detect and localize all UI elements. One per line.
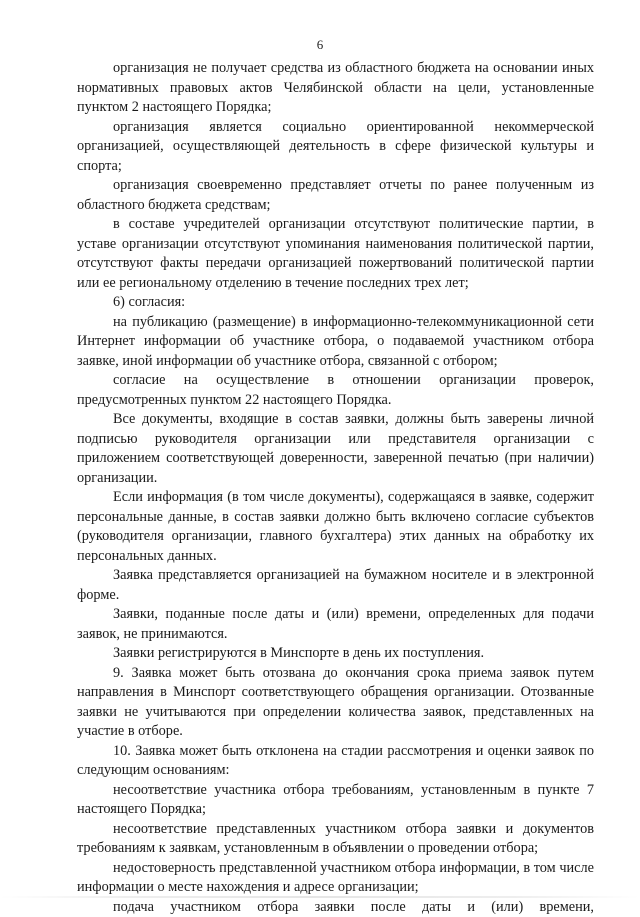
scan-edge-shadow [0, 896, 640, 898]
paragraph: организация является социально ориентированной некоммерческой организацией, осуществляющей деятельность в сфере физической культуры и спорта; [77, 118, 594, 177]
paragraph: несоответствие представленных участником отбора заявки и документов требованиям к заявкам, установленным в объявлении о проведении отбора; [77, 820, 594, 859]
paragraph: Заявка представляется организацией на бумажном носителе и в электронной форме. [77, 566, 594, 605]
paragraph: Заявки, поданные после даты и (или) времени, определенных для подачи заявок, не принимаются. [77, 605, 594, 644]
paragraph: 9. Заявка может быть отозвана до окончания срока приема заявок путем направления в Минспорт соответствующего обращения организации. Отозванные заявки не учитываются при определении количества заявок, представленных на участие в отборе. [77, 664, 594, 742]
paragraph: Все документы, входящие в состав заявки, должны быть заверены личной подписью руководителя организации или представителя организации с приложением соответствующей доверенности, заверенной печатью (при наличии) организации. [77, 410, 594, 488]
paragraph: несоответствие участника отбора требованиям, установленным в пункте 7 настоящего Порядка; [77, 781, 594, 820]
paragraph: согласие на осуществление в отношении организации проверок, предусмотренных пунктом 22 настоящего Порядка. [77, 371, 594, 410]
paragraph: на публикацию (размещение) в информационно-телекоммуникационной сети Интернет информации об участнике отбора, о подаваемой участником отбора заявке, иной информации об участнике отбора, связанной с отбором; [77, 313, 594, 372]
document-body [77, 59, 594, 917]
paragraph: 10. Заявка может быть отклонена на стадии рассмотрения и оценки заявок по следующим основаниям: [77, 742, 594, 781]
paragraph: 6) согласия: [77, 293, 594, 313]
paragraph: в составе учредителей организации отсутствуют политические партии, в уставе организации отсутствуют упоминания наименования политической партии, отсутствуют факты передачи организацией пожертвований политической партии или ее региональному отделению в течение последних трех лет; [77, 215, 594, 293]
paragraph: недостоверность представленной участником отбора информации, в том числе информации о месте нахождения и адресе организации; [77, 859, 594, 898]
paragraph: Если информация (в том числе документы), содержащаяся в заявке, содержит персональные данные, в состав заявки должно быть включено согласие субъектов (руководителя организации, главного бухгалтера) этих данных на обработку их персональных данных. [77, 488, 594, 566]
page-number: 6 [0, 37, 640, 53]
paragraph: Заявки регистрируются в Минспорте в день их поступления. [77, 644, 594, 664]
paragraph: организация не получает средства из областного бюджета на основании иных нормативных правовых актов Челябинской области на цели, установленные пунктом 2 настоящего Порядка; [77, 59, 594, 118]
paragraph: организация своевременно представляет отчеты по ранее полученным из областного бюджета средствам; [77, 176, 594, 215]
paragraph: подача участником отбора заявки после даты и (или) времени, [77, 898, 594, 917]
